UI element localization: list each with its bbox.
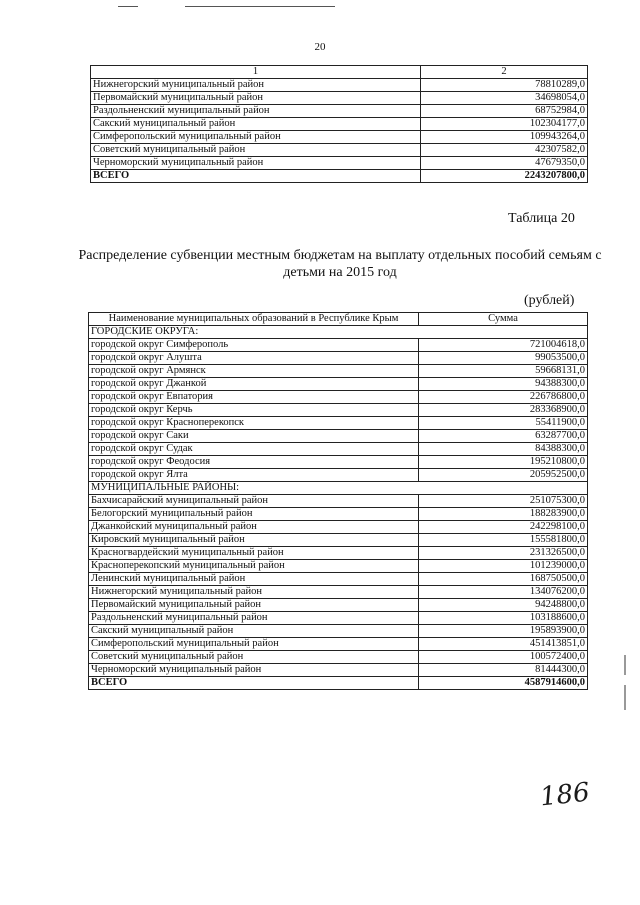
row-name-cell: Ленинский муниципальный район [89,573,419,586]
row-name-cell: городской округ Феодосия [89,456,419,469]
row-amount-cell: 42307582,0 [421,144,588,157]
row-name-cell: городской округ Армянск [89,365,419,378]
row-amount-cell: 155581800,0 [419,534,588,547]
table-row [89,508,588,521]
districts-body [89,495,588,677]
total-amount: 2243207800,0 [421,170,588,183]
row-amount-cell: 101239000,0 [419,560,588,573]
row-amount-cell: 78810289,0 [421,79,588,92]
table-row [89,664,588,677]
row-amount-cell: 451413851,0 [419,638,588,651]
section-row [89,326,588,339]
row-name-cell: Раздольненский муниципальный район [89,612,419,625]
header-name-cell: Наименование муниципальных образований в Республике Крым [89,313,419,326]
table-row [89,339,588,352]
row-amount-cell: 721004618,0 [419,339,588,352]
row-amount-cell: 100572400,0 [419,651,588,664]
row-name-cell: Сакский муниципальный район [91,118,421,131]
row-amount-cell: 251075300,0 [419,495,588,508]
row-name-cell: Черноморский муниципальный район [89,664,419,677]
row-name-cell: Бахчисарайский муниципальный район [89,495,419,508]
row-name-cell: Красногвардейский муниципальный район [89,547,419,560]
total-label: ВСЕГО [91,170,421,183]
row-amount-cell: 168750500,0 [419,573,588,586]
table-row [91,118,588,131]
table-row [89,365,588,378]
table-header-row [89,313,588,326]
total-amount: 4587914600,0 [419,677,588,690]
row-amount-cell: 195210800,0 [419,456,588,469]
row-amount-cell: 283368900,0 [419,404,588,417]
unit-label: (рублей) [524,293,575,308]
row-name-cell: городской округ Судак [89,443,419,456]
document-title: Распределение субвенции местным бюджетам на выплату отдельных пособий семьям с детьми на 2015 год [78,248,602,280]
row-amount-cell: 34698054,0 [421,92,588,105]
row-amount-cell: 55411900,0 [419,417,588,430]
row-name-cell: Советский муниципальный район [91,144,421,157]
continued-table [90,65,588,183]
row-amount-cell: 47679350,0 [421,157,588,170]
row-name-cell: городской округ Джанкой [89,378,419,391]
table-row [89,404,588,417]
total-row [89,677,588,690]
row-name-cell: городской округ Саки [89,430,419,443]
row-name-cell: Джанкойский муниципальный район [89,521,419,534]
table-row [89,378,588,391]
table-row [89,391,588,404]
table-row [89,495,588,508]
handwritten-page-mark: 186 [538,777,592,813]
row-name-cell: Белогорский муниципальный район [89,508,419,521]
table-row [89,547,588,560]
table-row [91,105,588,118]
row-amount-cell: 84388300,0 [419,443,588,456]
row-amount-cell: 231326500,0 [419,547,588,560]
row-amount-cell: 63287700,0 [419,430,588,443]
page-number: 20 [314,41,326,53]
table-row [89,586,588,599]
section-heading: ГОРОДСКИЕ ОКРУГА: [89,326,419,339]
row-name-cell: Симферопольский муниципальный район [91,131,421,144]
row-name-cell: Нижнегорский муниципальный район [91,79,421,92]
table-row [89,651,588,664]
table-row [89,534,588,547]
table-row [89,352,588,365]
margin-scan-mark [624,655,626,675]
row-name-cell: Симферопольский муниципальный район [89,638,419,651]
section-empty-cell [419,326,588,339]
scan-artifact-line [118,6,138,7]
table-header-row [91,66,588,79]
table-row [89,521,588,534]
table-row [91,79,588,92]
row-amount-cell: 195893900,0 [419,625,588,638]
table-row [91,144,588,157]
total-row [91,170,588,183]
table-row [91,92,588,105]
table-row [89,599,588,612]
header-amount-cell: Сумма [419,313,588,326]
row-amount-cell: 205952500,0 [419,469,588,482]
table-row [89,456,588,469]
table-row [91,157,588,170]
row-amount-cell: 103188600,0 [419,612,588,625]
row-name-cell: Кировский муниципальный район [89,534,419,547]
row-name-cell: Первомайский муниципальный район [91,92,421,105]
total-label: ВСЕГО [89,677,419,690]
section-row [89,482,588,495]
table-row [89,469,588,482]
table-row [89,573,588,586]
section-heading: МУНИЦИПАЛЬНЫЕ РАЙОНЫ: [89,482,419,495]
row-amount-cell: 59668131,0 [419,365,588,378]
row-amount-cell: 109943264,0 [421,131,588,144]
row-name-cell: Советский муниципальный район [89,651,419,664]
table-row [89,443,588,456]
section-empty-cell [419,482,588,495]
row-amount-cell: 134076200,0 [419,586,588,599]
table-row [89,430,588,443]
row-amount-cell: 81444300,0 [419,664,588,677]
row-name-cell: городской округ Алушта [89,352,419,365]
row-amount-cell: 226786800,0 [419,391,588,404]
row-name-cell: Первомайский муниципальный район [89,599,419,612]
table-row [89,638,588,651]
table-row [89,417,588,430]
column-number-cell: 2 [421,66,588,79]
table-row [91,131,588,144]
table-caption: Таблица 20 [508,211,575,226]
cities-body [89,339,588,482]
table-row [89,612,588,625]
row-amount-cell: 242298100,0 [419,521,588,534]
row-name-cell: городской округ Евпатория [89,391,419,404]
row-amount-cell: 94388300,0 [419,378,588,391]
subvention-table [88,312,588,690]
row-amount-cell: 94248800,0 [419,599,588,612]
row-name-cell: городской округ Красноперекопск [89,417,419,430]
row-name-cell: Черноморский муниципальный район [91,157,421,170]
row-name-cell: городской округ Ялта [89,469,419,482]
row-amount-cell: 68752984,0 [421,105,588,118]
row-name-cell: городской округ Симферополь [89,339,419,352]
table-row [89,625,588,638]
row-name-cell: Сакский муниципальный район [89,625,419,638]
row-name-cell: Нижнегорский муниципальный район [89,586,419,599]
table-row [89,560,588,573]
table-body [91,79,588,170]
row-amount-cell: 188283900,0 [419,508,588,521]
row-name-cell: Раздольненский муниципальный район [91,105,421,118]
row-amount-cell: 99053500,0 [419,352,588,365]
column-number-cell: 1 [91,66,421,79]
row-name-cell: Красноперекопский муниципальный район [89,560,419,573]
row-amount-cell: 102304177,0 [421,118,588,131]
margin-scan-mark [624,685,626,710]
scan-artifact-line [185,6,335,7]
row-name-cell: городской округ Керчь [89,404,419,417]
